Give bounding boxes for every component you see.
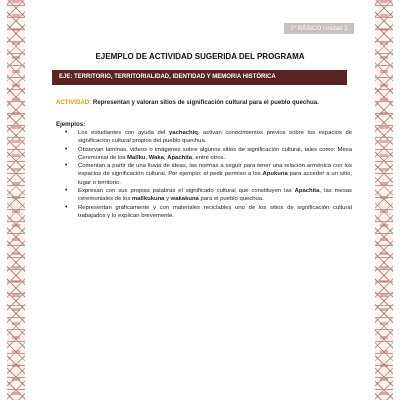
- activity-label: ACTIVIDAD:: [56, 99, 92, 106]
- activity-statement: [56, 98, 356, 107]
- decorative-border-right: [375, 0, 393, 400]
- list-item: • Expresan con sus propias palabras el significado cultural que constituyen las Apachita, las mesas ceremoniales de los mallkukuna y wakakuna para el pueblo quechua.: [56, 187, 352, 204]
- eje-banner: EJE: TERRITORIO, TERRITORIALIDAD, IDENTIDAD Y MEMORIA HISTÓRICA: [52, 70, 347, 85]
- examples-list: [56, 129, 352, 220]
- list-item: • Observan láminas, videos o imágenes sobre algunos sitios de significación cultural, tales como: Mesa Ceremonial de los Mallku, Waka, Apachita, entre otros.: [56, 146, 352, 163]
- decorative-border-left: [7, 0, 25, 400]
- unit-tag: 2° BÁSICO Unidad 1: [284, 23, 354, 34]
- list-item: • Comentan a partir de una lluvia de ideas, las normas a seguir para tener una relación armónica con los espacios de significación cultural. Por ejemplo: el pedir permiso a los Apukuna para acceder a un sitio, lugar o territorio.: [56, 162, 352, 187]
- list-item: • Representan gráficamente y con materiales reciclables uno de los sitios de significación cultural trabajados y lo explican brevemente.: [56, 204, 352, 221]
- list-item: • Los estudiantes con ayuda del yachachiq, activan conocimientos previos sobre los espacios de significación cultural propios del pueblo quechua.: [56, 129, 352, 146]
- activity-text: Representan y valoran sitios de significación cultural para el pueblo quechua.: [92, 99, 319, 106]
- page-title: EJEMPLO DE ACTIVIDAD SUGERIDA DEL PROGRAMA: [95, 52, 305, 61]
- examples-label: Ejemplos:: [56, 121, 86, 128]
